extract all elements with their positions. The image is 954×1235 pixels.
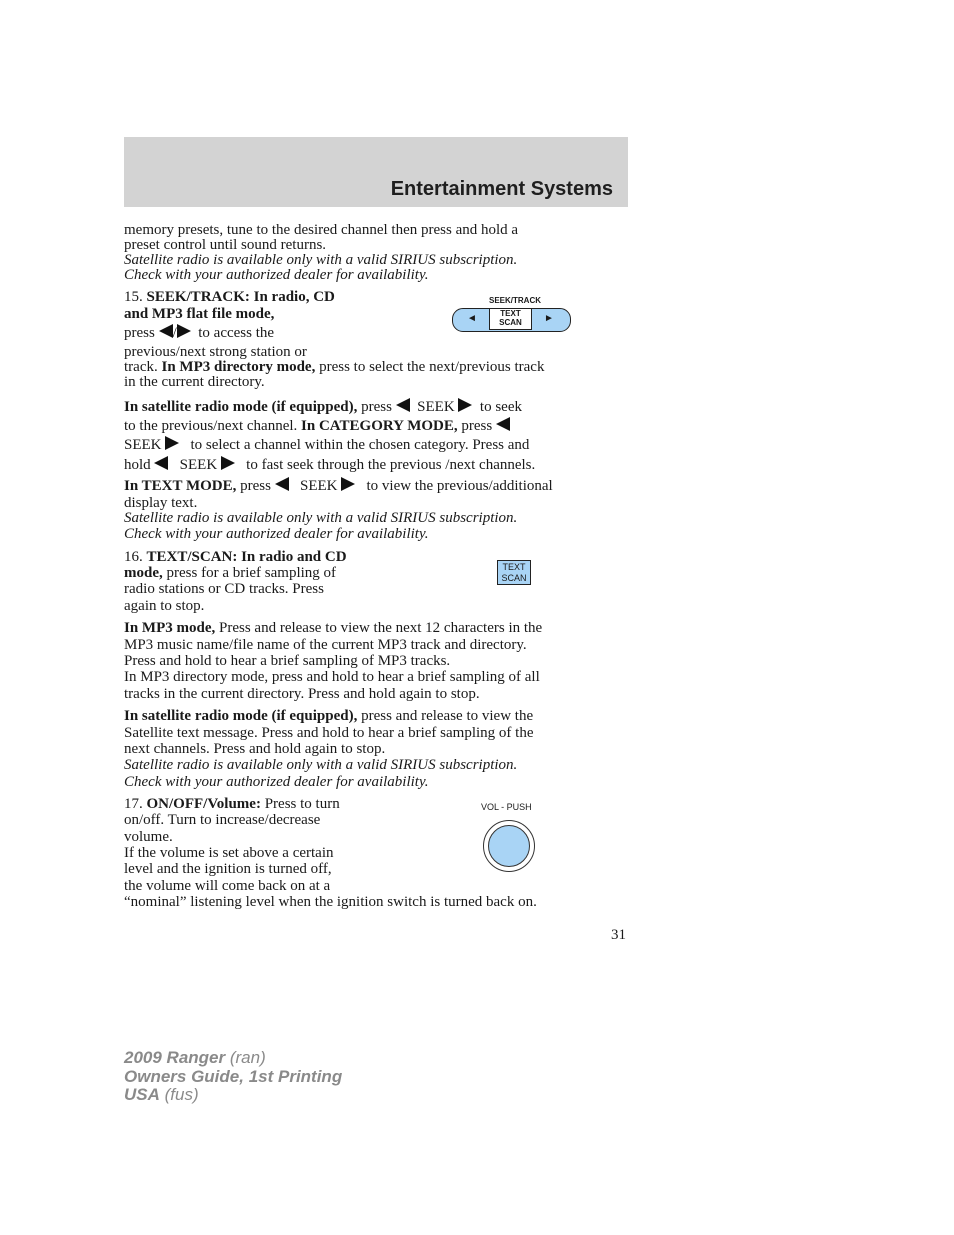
item16-note-1: Satellite radio is available only with a valid SIRIUS subscription. (124, 757, 518, 773)
intro-line-2: preset control until sound returns. (124, 237, 327, 253)
item16-sat-line-2: Satellite text message. Press and hold to hear a brief sampling of the (124, 725, 534, 741)
item15-line-4: previous/next strong station or (124, 344, 307, 360)
item15-note-1: Satellite radio is available only with a valid SIRIUS subscription. (124, 510, 518, 526)
item17-heading: 17. ON/OFF/Volume: Press to turn (124, 796, 340, 812)
item17-line-5: level and the ignition is turned off, (124, 861, 332, 877)
item16-mp3-line-3: Press and hold to hear a brief sampling of MP3 tracks. (124, 653, 451, 669)
item15-heading-1: 15. SEEK/TRACK: In radio, CD (124, 289, 335, 305)
item15-sat-line-4: hold SEEK to fast seek through the previous /next channels. (124, 457, 536, 473)
right-arrow-icon (458, 398, 472, 412)
item16-sat-line-3: next channels. Press and hold again to stop. (124, 741, 386, 757)
item16-mp3-line-5: tracks in the current directory. Press and hold again to stop. (124, 686, 480, 702)
seek-left-arrow-icon: ◄ (467, 313, 477, 324)
item17-line-3: volume. (124, 829, 173, 845)
section-header (124, 137, 628, 207)
page-number: 31 (611, 927, 626, 943)
left-arrow-icon (154, 456, 168, 470)
item16-heading: 16. TEXT/SCAN: In radio and CD (124, 549, 347, 565)
seek-track-label: SEEK/TRACK (489, 296, 542, 305)
item15-sat-line-2: to the previous/next channel. In CATEGORY MODE, press (124, 417, 510, 434)
item17-line-2: on/off. Turn to increase/decrease (124, 812, 321, 828)
intro-note-1: Satellite radio is available only with a valid SIRIUS subscription. (124, 252, 518, 268)
text-scan-button-figure: TEXT SCAN (497, 560, 531, 585)
item15-press-line: press / to access the (124, 325, 275, 341)
item15-heading-2: and MP3 flat file mode, (124, 306, 275, 322)
right-arrow-icon (177, 324, 191, 338)
item17-line-4: If the volume is set above a certain (124, 845, 334, 861)
right-arrow-icon (341, 477, 355, 491)
volume-knob-center (488, 825, 530, 867)
item15-display-text: display text. (124, 495, 198, 511)
item16-mp3-line-1: In MP3 mode, Press and release to view the next 12 characters in the (124, 620, 543, 636)
item16-line-4: again to stop. (124, 598, 205, 614)
item17-line-7: “nominal” listening level when the ignition switch is turned back on. (124, 894, 537, 910)
item15-text-mode-line: In TEXT MODE, press SEEK to view the previous/additional (124, 478, 553, 494)
volume-knob-icon (483, 820, 535, 872)
left-arrow-icon (396, 398, 410, 412)
intro-line-1: memory presets, tune to the desired channel then press and hold a (124, 222, 519, 238)
footer-line-1: 2009 Ranger (ran) (124, 1048, 266, 1067)
right-arrow-icon (221, 456, 235, 470)
left-arrow-icon (159, 324, 173, 338)
vol-push-label: VOL - PUSH (481, 802, 532, 812)
intro-note-2: Check with your authorized dealer for availability. (124, 267, 429, 283)
item15-note-2: Check with your authorized dealer for availability. (124, 526, 429, 542)
item16-mp3-line-4: In MP3 directory mode, press and hold to hear a brief sampling of all (124, 669, 540, 685)
item17-line-6: the volume will come back on at a (124, 878, 331, 894)
item16-line-2: mode, press for a brief sampling of (124, 565, 337, 581)
right-arrow-icon (165, 436, 179, 450)
item16-note-2: Check with your authorized dealer for availability. (124, 774, 429, 790)
footer-line-3: USA (fus) (124, 1085, 199, 1104)
item15-line-5: track. In MP3 directory mode, press to select the next/previous track (124, 359, 545, 375)
text-scan-center-button: TEXT SCAN (489, 308, 532, 330)
item15-sat-line-3: SEEK to select a channel within the chosen category. Press and (124, 437, 530, 453)
seek-track-control (452, 308, 571, 332)
left-arrow-icon (496, 417, 510, 431)
item15-line-6: in the current directory. (124, 374, 265, 390)
left-arrow-icon (275, 477, 289, 491)
seek-right-arrow-icon: ► (544, 313, 554, 324)
item15-sat-line-1: In satellite radio mode (if equipped), press SEEK to seek (124, 399, 522, 415)
section-title: Entertainment Systems (390, 178, 613, 200)
footer-line-2: Owners Guide, 1st Printing (124, 1067, 343, 1086)
item16-sat-line-1: In satellite radio mode (if equipped), press and release to view the (124, 708, 534, 724)
item16-mp3-line-2: MP3 music name/file name of the current MP3 track and directory. (124, 637, 527, 653)
item16-line-3: radio stations or CD tracks. Press (124, 581, 324, 597)
